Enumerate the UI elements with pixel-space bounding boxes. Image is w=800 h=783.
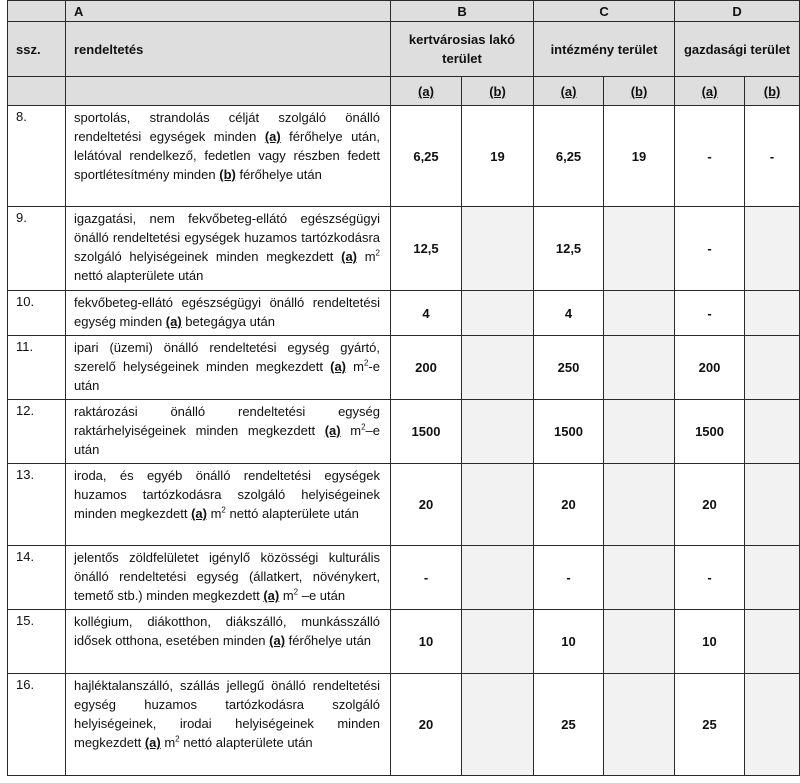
value-cell-intezmeny-a: 20 xyxy=(534,464,604,546)
superscript: 2 xyxy=(293,587,299,597)
description-text: m xyxy=(340,423,362,438)
value-cell-intezmeny-a: - xyxy=(534,546,604,610)
row-description xyxy=(66,400,391,464)
value-cell-gazdasagi-b xyxy=(745,674,800,776)
value-cell-gazdasagi-b xyxy=(745,336,800,400)
description-text: ipari (üzemi) önálló rendeltetési egység gyártó, szerelő helységeinek minden megkezdett xyxy=(74,340,380,374)
value-cell-intezmeny-a: 1500 xyxy=(534,400,604,464)
row-number: 13. xyxy=(8,464,66,546)
value-cell-gazdasagi-b: - xyxy=(745,106,800,207)
value-cell-gazdasagi-b xyxy=(745,400,800,464)
value-cell-kertvarosias-b: 19 xyxy=(462,106,534,207)
sub-label-row xyxy=(8,77,800,106)
description-text: m xyxy=(160,735,176,750)
value-cell-intezmeny-b xyxy=(604,674,675,776)
superscript: 2 xyxy=(375,248,380,258)
table-row xyxy=(8,546,800,610)
group-header-intezmeny: intézmény terület xyxy=(534,22,675,77)
value-cell-gazdasagi-a: 25 xyxy=(675,674,745,776)
value-cell-kertvarosias-b xyxy=(462,464,534,546)
row-description xyxy=(66,106,391,207)
description-text: fekvőbeteg-ellátó egészségügyi önálló rendeltetési egység minden xyxy=(74,295,380,329)
value-cell-intezmeny-b: 19 xyxy=(604,106,675,207)
description-text: –e után xyxy=(298,588,346,603)
value-cell-intezmeny-a: 250 xyxy=(534,336,604,400)
rendeltetes-header: rendeltetés xyxy=(66,22,391,77)
sub-label-d-b: (b) xyxy=(763,83,781,99)
sub-label-d-a: (a) xyxy=(701,83,718,99)
column-letter-c: C xyxy=(534,1,675,22)
value-cell-intezmeny-b xyxy=(604,400,675,464)
row-number: 15. xyxy=(8,610,66,674)
value-cell-kertvarosias-b xyxy=(462,610,534,674)
value-cell-gazdasagi-a: 200 xyxy=(675,336,745,400)
unit-marker: (a) xyxy=(165,314,182,329)
description-text: kollégium, diákotthon, diákszálló, munkásszálló idősek otthona, esetében minden xyxy=(74,614,380,648)
value-cell-kertvarosias-b xyxy=(462,674,534,776)
value-cell-intezmeny-b xyxy=(604,336,675,400)
sub-label-empty-ssz xyxy=(8,77,66,106)
value-cell-gazdasagi-b xyxy=(745,291,800,336)
unit-marker: (b) xyxy=(219,167,236,182)
value-cell-intezmeny-b xyxy=(604,291,675,336)
value-cell-kertvarosias-a: 200 xyxy=(391,336,462,400)
table-row xyxy=(8,207,800,291)
description-text: jelentős zöldfelületet igénylő közösségi kulturális önálló rendeltetési egység (állatkert, növénykert, temető stb.) minden megkezdett xyxy=(74,550,380,603)
value-cell-kertvarosias-b xyxy=(462,336,534,400)
row-description xyxy=(66,546,391,610)
sub-label-c-a: (a) xyxy=(560,83,577,99)
unit-marker: (a) xyxy=(324,423,341,438)
value-cell-gazdasagi-a: - xyxy=(675,106,745,207)
description-text: m xyxy=(279,588,294,603)
description-text: betegágya után xyxy=(181,314,275,329)
value-cell-kertvarosias-a: 12,5 xyxy=(391,207,462,291)
group-header-kertvarosias: kertvárosias lakó terület xyxy=(391,22,534,77)
row-description xyxy=(66,336,391,400)
superscript: 2 xyxy=(363,358,369,368)
parking-requirements-table xyxy=(7,0,800,776)
sub-label-empty-rend xyxy=(66,77,391,106)
description-text: nettó alapterülete után xyxy=(179,735,313,750)
row-description xyxy=(66,464,391,546)
value-cell-gazdasagi-a: - xyxy=(675,207,745,291)
value-cell-kertvarosias-b xyxy=(462,400,534,464)
value-cell-intezmeny-a: 25 xyxy=(534,674,604,776)
table-body xyxy=(8,106,800,776)
value-cell-intezmeny-a: 6,25 xyxy=(534,106,604,207)
value-cell-intezmeny-a: 12,5 xyxy=(534,207,604,291)
description-text: m xyxy=(346,359,364,374)
sub-label-b-a: (a) xyxy=(418,83,434,99)
description-text: nettó alapterülete után xyxy=(225,506,359,521)
column-letter-a: A xyxy=(66,1,391,22)
value-cell-kertvarosias-b xyxy=(462,546,534,610)
table-row xyxy=(8,400,800,464)
group-header-gazdasagi: gazdasági terület xyxy=(675,22,800,77)
value-cell-gazdasagi-b xyxy=(745,207,800,291)
row-number: 9. xyxy=(8,207,66,291)
row-number: 11. xyxy=(8,336,66,400)
value-cell-intezmeny-a: 10 xyxy=(534,610,604,674)
superscript: 2 xyxy=(361,422,366,432)
value-cell-kertvarosias-a: 20 xyxy=(391,464,462,546)
unit-marker: (a) xyxy=(191,506,207,521)
description-text: férőhelye után xyxy=(235,167,322,182)
value-cell-gazdasagi-b xyxy=(745,546,800,610)
column-letter-b: B xyxy=(391,1,534,22)
value-cell-kertvarosias-a: 20 xyxy=(391,674,462,776)
column-letter-d: D xyxy=(675,1,800,22)
row-number: 16. xyxy=(8,674,66,776)
value-cell-kertvarosias-b xyxy=(462,207,534,291)
unit-marker: (a) xyxy=(264,129,281,144)
table-row xyxy=(8,674,800,776)
description-text: iroda, és egyéb önálló rendeltetési egységek huzamos tartózkodásra szolgáló helyiségeinek minden megkezdett xyxy=(74,468,380,521)
table-row xyxy=(8,291,800,336)
row-number: 12. xyxy=(8,400,66,464)
letter-cell-empty xyxy=(8,1,66,22)
value-cell-kertvarosias-a: 4 xyxy=(391,291,462,336)
row-description xyxy=(66,610,391,674)
description-text: raktározási önálló rendeltetési egység raktárhelyiségeinek minden megkezdett xyxy=(74,404,380,438)
description-text: sportolás, strandolás célját szolgáló önálló rendeltetési egységek minden xyxy=(74,110,380,144)
value-cell-intezmeny-b xyxy=(604,464,675,546)
value-cell-gazdasagi-a: - xyxy=(675,546,745,610)
unit-marker: (a) xyxy=(263,588,280,603)
table-row xyxy=(8,336,800,400)
sub-label-b-b: (b) xyxy=(489,83,506,99)
value-cell-kertvarosias-b xyxy=(462,291,534,336)
superscript: 2 xyxy=(221,505,226,515)
description-text: -e után xyxy=(74,359,380,393)
row-number: 14. xyxy=(8,546,66,610)
unit-marker: (a) xyxy=(330,359,347,374)
superscript: 2 xyxy=(175,734,180,744)
value-cell-gazdasagi-a: 1500 xyxy=(675,400,745,464)
value-cell-gazdasagi-a: 10 xyxy=(675,610,745,674)
column-letter-row xyxy=(8,1,800,22)
table-row xyxy=(8,106,800,207)
value-cell-gazdasagi-b xyxy=(745,464,800,546)
description-text: m xyxy=(357,249,376,264)
unit-marker: (a) xyxy=(144,735,161,750)
description-text: m xyxy=(206,506,222,521)
description-text: –e után xyxy=(74,423,380,457)
column-title-row xyxy=(8,22,800,77)
unit-marker: (a) xyxy=(341,249,357,264)
value-cell-gazdasagi-a: 20 xyxy=(675,464,745,546)
ssz-header: ssz. xyxy=(8,22,66,77)
row-description xyxy=(66,207,391,291)
sub-label-c-b: (b) xyxy=(630,83,648,99)
value-cell-intezmeny-b xyxy=(604,610,675,674)
value-cell-intezmeny-b xyxy=(604,207,675,291)
value-cell-kertvarosias-a: 6,25 xyxy=(391,106,462,207)
row-description xyxy=(66,674,391,776)
value-cell-gazdasagi-b xyxy=(745,610,800,674)
description-text: igazgatási, nem fekvőbeteg-ellátó egészségügyi önálló rendeltetési egységek huzamos tartózkodásra szolgáló helyiségeinek minden megkezdett xyxy=(74,211,380,264)
description-text: férőhelye után, lelátóval rendelkező, fedetlen vagy részben fedett sportlétesítmény minden xyxy=(74,129,380,182)
table-row xyxy=(8,464,800,546)
value-cell-intezmeny-a: 4 xyxy=(534,291,604,336)
description-text: nettó alapterülete után xyxy=(74,268,204,283)
description-text: hajléktalanszálló, szállás jellegű önálló rendeltetési egység huzamos tartózkodásra szolgáló helyiségeinek, irodai helyiségeinek minden megkezdett xyxy=(74,678,380,750)
value-cell-intezmeny-b xyxy=(604,546,675,610)
value-cell-kertvarosias-a: - xyxy=(391,546,462,610)
value-cell-gazdasagi-a: - xyxy=(675,291,745,336)
value-cell-kertvarosias-a: 1500 xyxy=(391,400,462,464)
unit-marker: (a) xyxy=(269,633,286,648)
table-row xyxy=(8,610,800,674)
row-number: 10. xyxy=(8,291,66,336)
description-text: férőhelye után xyxy=(285,633,372,648)
row-number: 8. xyxy=(8,106,66,207)
row-description xyxy=(66,291,391,336)
value-cell-kertvarosias-a: 10 xyxy=(391,610,462,674)
